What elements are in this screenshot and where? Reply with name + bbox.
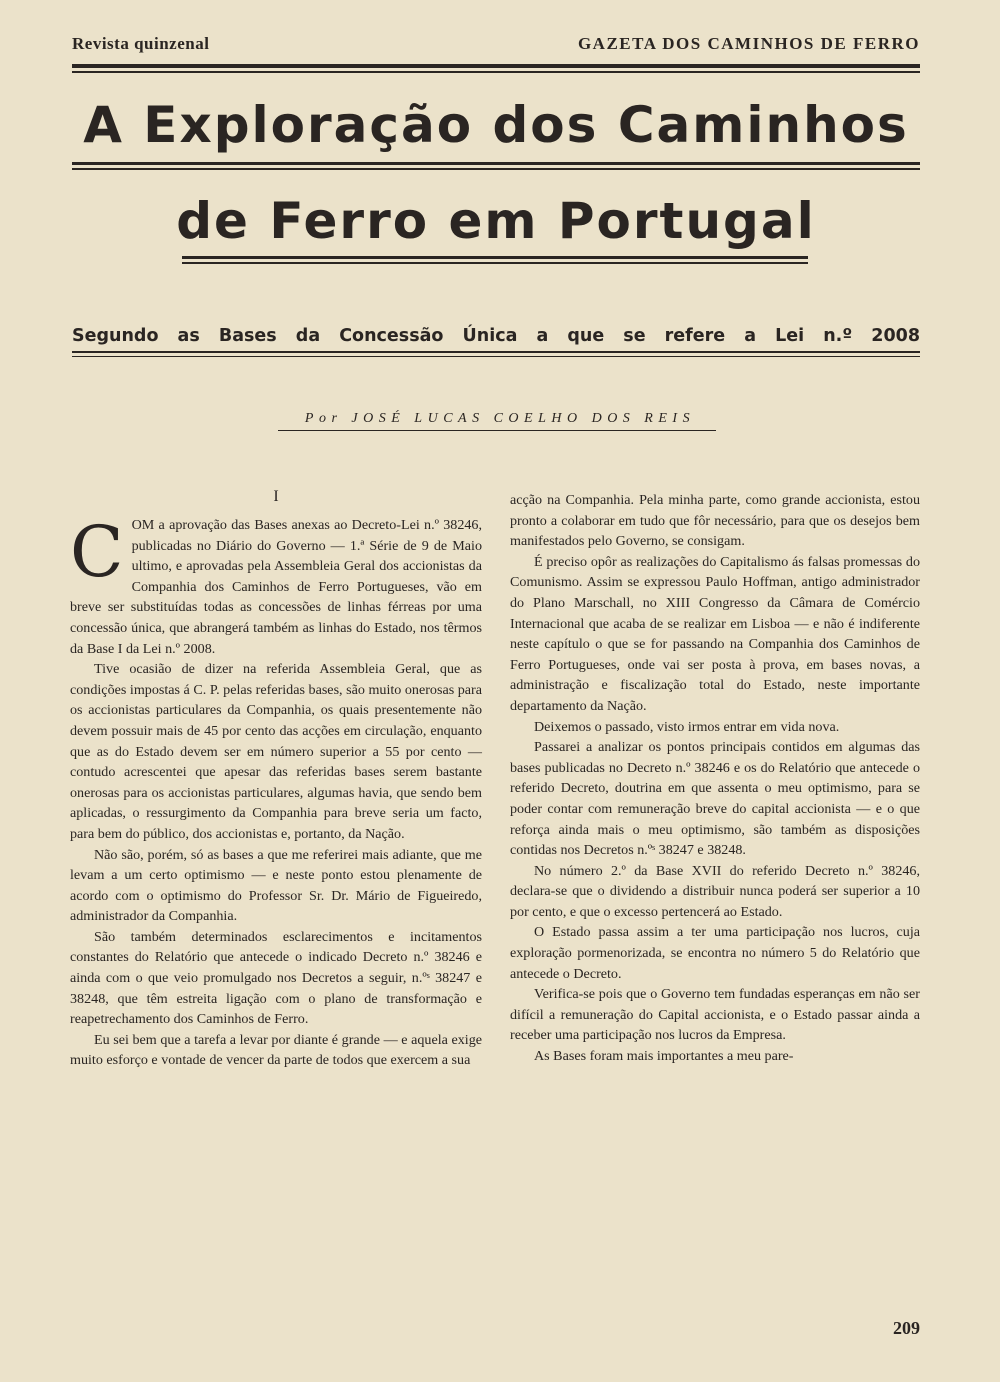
subtitle-rule-thin: [72, 356, 920, 357]
paragraph: COM a aprovação das Bases anexas ao Decreto-Lei n.º 38246, publicadas no Diário do Governo — 1.ª Série de 9 de Maio ultimo, e aprovadas pela Assembleia Geral dos accionistas da Companhia dos Caminhos de Ferro Portugueses, vão em breve ser substituídas todas as concessões de linhas férreas por uma concessão única, que abrangerá também as linhas do Estado, nos têrmos da Base I da Lei n.º 2008.: [70, 511, 482, 657]
paragraph: Não são, porém, só as bases a que me referirei mais adiante, que me levam a um certo optimismo — e neste ponto estou plenamente de acordo com o optimismo do Professor Sr. Dr. Mário de Figueiredo, administrador da Companhia.: [70, 846, 482, 925]
paragraph: No número 2.º da Base XVII do referido Decreto n.º 38246, declara-se que o dividendo a distribuir nunca poderá ser superior a 10 por cento, e que o excesso pertencerá ao Estado.: [510, 862, 920, 920]
paragraph: acção na Companhia. Pela minha parte, como grande accionista, estou pronto a colaborar em tudo que fôr necessário, para que os desejos bem manifestados pelo Governo, se consigam.: [510, 492, 920, 550]
paragraph: Tive ocasião de dizer na referida Assembleia Geral, que as condições impostas á C. P. pelas referidas bases, são muito onerosas para os accionistas particulares da Companhia, os quais presentemente não devem possuir mais de 45 por cento das acções em circulação, enquanto que as do Estado devem ser em número superior a 55 por cento — contudo acrescentei que apesar das referidas bases serem bastante onerosas para os accionistas particulares, algumas havia, que sendo bem aplicadas, o ressurgimento da Companhia para breve seria um facto, para bem do público, dos accionistas e, portanto, da Nação.: [70, 661, 482, 842]
article-title-line-1: A Exploração dos Caminhos: [83, 96, 909, 154]
subtitle-rule-thick: [72, 351, 920, 353]
article-title-line-2: de Ferro em Portugal: [176, 192, 816, 250]
paragraph: As Bases foram mais importantes a meu pare-: [534, 1048, 794, 1065]
paragraph: Deixemos o passado, visto irmos entrar em vida nova.: [534, 718, 840, 735]
paragraph: Verifica-se pois que o Governo tem fundadas esperanças em não ser difícil a remuneração do Capital accionista, e o Estado passar ainda a receber uma participação nos lucros da Empresa.: [510, 986, 920, 1044]
title-rule-bottom-thin: [182, 262, 808, 264]
title-rule-top-thick: [72, 64, 920, 68]
paragraph: Eu sei bem que a tarefa a levar por diante é grande — e aquela exige muito esforço e vontade de vencer da parte de todos que exercem a sua: [70, 1031, 482, 1069]
text-column-left: [70, 511, 482, 1071]
drop-cap: C: [70, 511, 124, 593]
running-header-left: Revista quinzenal: [72, 34, 210, 53]
paragraph: São também determinados esclarecimentos e incitamentos constantes do Relatório que antecede o indicado Decreto n.º 38246 e ainda com o que veio promulgado nos Decretos a seguir, n.ºˢ 38247 e 38248, que têm estreita ligação com o plano de transformação e reapetrechamento dos Caminhos de Ferro.: [70, 928, 482, 1028]
paragraph: O Estado passa assim a ter uma participação nos lucros, cuja exploração pormenorizada, se encontra no número 5 do Relatório que antecede o Decreto.: [510, 924, 920, 982]
title-rule-bottom-thick: [182, 256, 808, 259]
paragraph: É preciso opôr as realizações do Capitalismo ás falsas promessas do Comunismo. Assim se expressou Paulo Hoffman, antigo administrador do Plano Marschall, no XIII Congresso da Câmara de Comércio Internacional que acaba de se realizar em Lisboa — e não é indiferente neste capítulo o que se for passando na Companhia dos Caminhos de Ferro Portugueses, onde vai ser posta à prova, em bases novas, a administração e fiscalização total do Estado, neste importante departamento da Nação.: [510, 553, 920, 714]
title-rule-mid-thick: [72, 162, 920, 165]
byline-underline: [278, 430, 716, 431]
running-header-right: GAZETA DOS CAMINHOS DE FERRO: [577, 34, 920, 53]
page-number: 209: [893, 1318, 920, 1338]
paragraph: Passarei a analizar os pontos principais contidos em algumas das bases publicadas no Decreto n.º 38246 e os do Relatório que antecede o referido Decreto, doutrina em que assenta o meu optimismo, para se poder contar com remuneração breve do capital accionista — e o que reforça ainda mais o meu optimismo, são também as disposições contidas nos Decretos n.ºˢ 38247 e 38248.: [510, 739, 920, 859]
title-rule-top-thin: [72, 71, 920, 73]
section-numeral: I: [273, 488, 279, 505]
title-rule-mid-thin: [72, 168, 920, 170]
author-byline: Por JOSÉ LUCAS COELHO DOS REIS: [304, 411, 696, 426]
article-subtitle: Segundo as Bases da Concessão Única a que se refere a Lei n.º 2008: [72, 326, 920, 346]
text-column-right: [510, 490, 920, 1067]
